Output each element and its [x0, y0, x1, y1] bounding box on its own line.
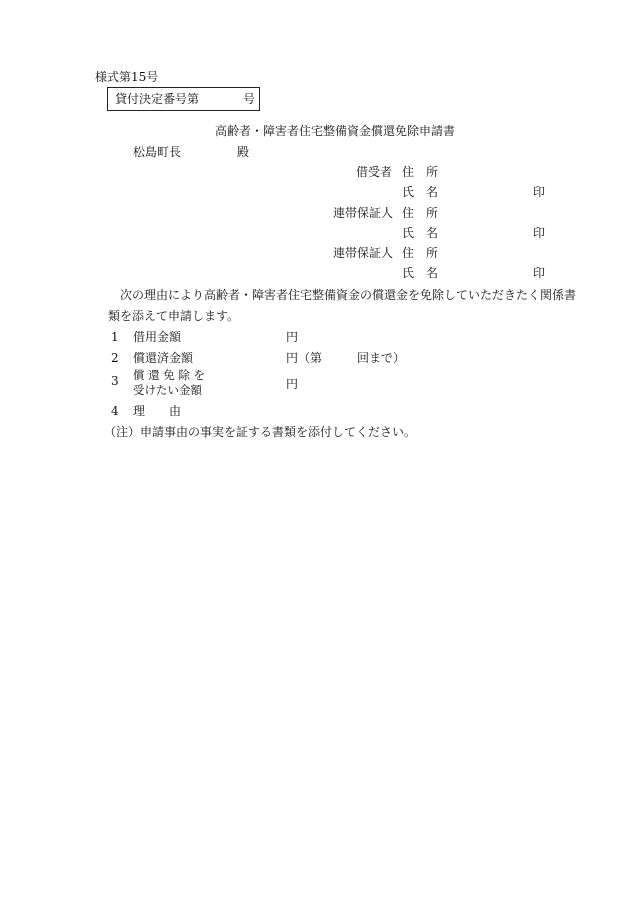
form-number: 様式第15号 [95, 70, 159, 84]
item-number: 3 [111, 374, 119, 388]
party-role-borrower: 借受者 [356, 165, 393, 179]
seal-mark: 印 [533, 266, 546, 280]
item-number: 1 [111, 330, 119, 344]
document-title: 高齢者・障害者住宅整備資金償還免除申請書 [215, 124, 456, 138]
body-text-line1: 次の理由により高齢者・障害者住宅整備資金の償還金を免除していただきたく関係書 [120, 288, 577, 302]
item-number: 2 [111, 351, 119, 365]
addressee-honorific: 殿 [237, 145, 250, 159]
body-text-line2: 類を添えて申請します。 [108, 309, 240, 323]
seal-mark: 印 [533, 185, 546, 199]
party-name-label: 氏 名 [402, 185, 439, 199]
party-name-label: 氏 名 [402, 226, 439, 240]
item-unit: 円 [286, 330, 299, 344]
party-name-label: 氏 名 [402, 266, 439, 280]
item-label-loan-amount: 借用金額 [133, 330, 182, 344]
party-address-label: 住 所 [402, 246, 439, 260]
item-unit: 円（第 [286, 351, 323, 365]
party-address-label: 住 所 [402, 165, 439, 179]
item-label-reason: 理 由 [133, 404, 182, 418]
item-label-repaid-amount: 償還済金額 [133, 351, 194, 365]
item-extra: 回まで） [357, 351, 406, 365]
item-label-exemption-line2: 受けたい金額 [133, 383, 202, 397]
item-label-exemption-line1: 償 還 免 除 を [133, 368, 206, 382]
party-address-label: 住 所 [402, 206, 439, 220]
footnote: （注）申請事由の事実を証する書類を添付してください。 [104, 425, 417, 439]
loan-number-suffix: 号 [243, 92, 256, 106]
seal-mark: 印 [533, 226, 546, 240]
item-number: 4 [111, 404, 119, 418]
item-unit: 円 [286, 377, 299, 391]
party-role-guarantor: 連帯保証人 [333, 246, 394, 260]
addressee-name: 松島町長 [133, 145, 182, 159]
loan-number-prefix: 貸付決定番号第 [115, 92, 200, 106]
party-role-guarantor: 連帯保証人 [333, 206, 394, 220]
